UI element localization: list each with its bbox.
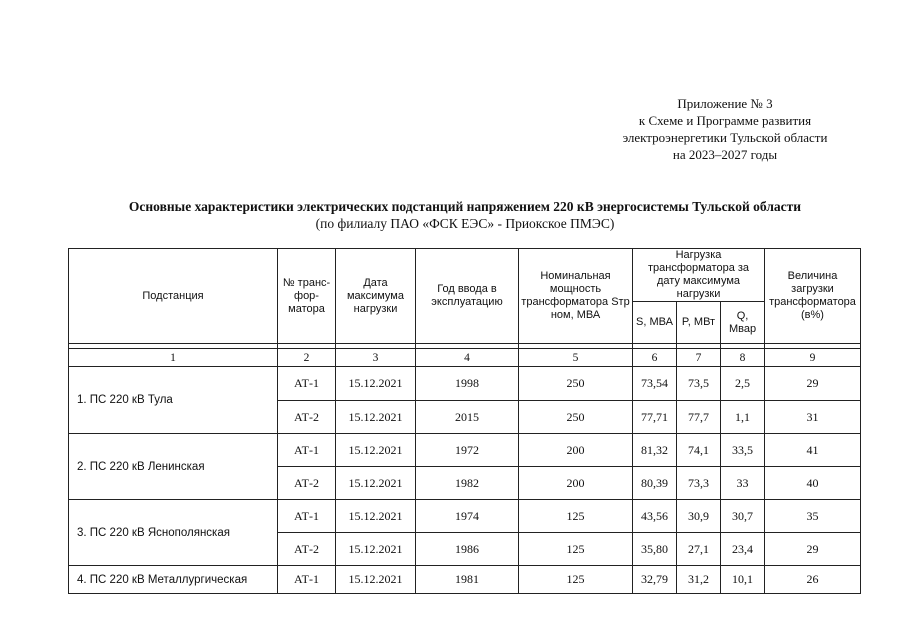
appendix-line-3: электроэнергетики Тульской области	[622, 130, 828, 145]
power-cell: 200	[519, 467, 633, 500]
header-transformer-no: № транс-фор-матора	[278, 249, 336, 344]
load-pct-cell: 29	[765, 367, 861, 401]
q-cell: 1,1	[721, 401, 765, 434]
substation-name: 4. ПС 220 кВ Металлургическая	[69, 566, 278, 594]
year-cell: 1972	[416, 434, 519, 467]
power-cell: 250	[519, 401, 633, 434]
q-cell: 23,4	[721, 533, 765, 566]
transformer-cell: АТ-1	[278, 500, 336, 533]
s-cell: 43,56	[633, 500, 677, 533]
column-number: 4	[416, 349, 519, 367]
year-cell: 1974	[416, 500, 519, 533]
substation-name: 1. ПС 220 кВ Тула	[69, 367, 278, 434]
column-number: 7	[677, 349, 721, 367]
header-p-mw: P, МВт	[677, 302, 721, 344]
transformer-cell: АТ-2	[278, 401, 336, 434]
s-cell: 32,79	[633, 566, 677, 594]
load-pct-cell: 35	[765, 500, 861, 533]
document-title	[30, 198, 900, 232]
title-main: Основные характеристики электрических подстанций напряжением 220 кВ энергосистемы Тульской области	[128, 199, 802, 214]
header-max-load-date: Дата максимума нагрузки	[336, 249, 416, 344]
date-cell: 15.12.2021	[336, 434, 416, 467]
p-cell: 30,9	[677, 500, 721, 533]
year-cell: 1982	[416, 467, 519, 500]
year-cell: 1986	[416, 533, 519, 566]
transformer-cell: АТ-1	[278, 566, 336, 594]
p-cell: 73,5	[677, 367, 721, 401]
date-cell: 15.12.2021	[336, 367, 416, 401]
substations-table	[68, 248, 861, 594]
column-number: 5	[519, 349, 633, 367]
date-cell: 15.12.2021	[336, 401, 416, 434]
header-load-pct: Величина загрузки трансформатора (в%)	[765, 249, 861, 344]
substation-name: 3. ПС 220 кВ Яснополянская	[69, 500, 278, 566]
header-q-mvar: Q, Мвар	[721, 302, 765, 344]
year-cell: 2015	[416, 401, 519, 434]
transformer-cell: АТ-2	[278, 533, 336, 566]
header-commission-year: Год ввода в эксплуатацию	[416, 249, 519, 344]
appendix-line-1: Приложение № 3	[677, 96, 773, 111]
substation-name: 2. ПС 220 кВ Ленинская	[69, 434, 278, 500]
appendix-line-4: на 2023–2027 годы	[672, 147, 778, 162]
header-rated-power: Номинальная мощность трансформатора Sтр ном, МВА	[519, 249, 633, 344]
column-number: 3	[336, 349, 416, 367]
table-header	[69, 249, 861, 344]
year-cell: 1981	[416, 566, 519, 594]
load-pct-cell: 40	[765, 467, 861, 500]
p-cell: 74,1	[677, 434, 721, 467]
appendix-header	[560, 95, 890, 163]
date-cell: 15.12.2021	[336, 500, 416, 533]
column-number: 8	[721, 349, 765, 367]
column-number: 9	[765, 349, 861, 367]
header-substation: Подстанция	[69, 249, 278, 344]
s-cell: 80,39	[633, 467, 677, 500]
power-cell: 125	[519, 500, 633, 533]
table-body	[69, 344, 861, 594]
q-cell: 2,5	[721, 367, 765, 401]
column-number: 1	[69, 349, 278, 367]
q-cell: 33,5	[721, 434, 765, 467]
load-pct-cell: 29	[765, 533, 861, 566]
p-cell: 31,2	[677, 566, 721, 594]
transformer-cell: АТ-2	[278, 467, 336, 500]
power-cell: 250	[519, 367, 633, 401]
appendix-line-2: к Схеме и Программе развития	[638, 113, 812, 128]
table-row	[69, 500, 861, 533]
header-s-mva: S, МВА	[633, 302, 677, 344]
load-pct-cell: 26	[765, 566, 861, 594]
table-row	[69, 566, 861, 594]
transformer-cell: АТ-1	[278, 434, 336, 467]
q-cell: 10,1	[721, 566, 765, 594]
column-number: 6	[633, 349, 677, 367]
q-cell: 33	[721, 467, 765, 500]
p-cell: 73,3	[677, 467, 721, 500]
date-cell: 15.12.2021	[336, 566, 416, 594]
date-cell: 15.12.2021	[336, 533, 416, 566]
s-cell: 73,54	[633, 367, 677, 401]
p-cell: 27,1	[677, 533, 721, 566]
p-cell: 77,7	[677, 401, 721, 434]
s-cell: 77,71	[633, 401, 677, 434]
transformer-cell: АТ-1	[278, 367, 336, 401]
power-cell: 200	[519, 434, 633, 467]
power-cell: 125	[519, 566, 633, 594]
column-number-row	[69, 349, 861, 367]
table-row	[69, 367, 861, 401]
header-load-group: Нагрузка трансформатора за дату максимума нагрузки	[633, 249, 765, 302]
s-cell: 81,32	[633, 434, 677, 467]
load-pct-cell: 41	[765, 434, 861, 467]
year-cell: 1998	[416, 367, 519, 401]
q-cell: 30,7	[721, 500, 765, 533]
power-cell: 125	[519, 533, 633, 566]
title-sub: (по филиалу ПАО «ФСК ЕЭС» - Приокское ПМЭС)	[315, 216, 615, 231]
load-pct-cell: 31	[765, 401, 861, 434]
s-cell: 35,80	[633, 533, 677, 566]
table-row	[69, 434, 861, 467]
column-number: 2	[278, 349, 336, 367]
date-cell: 15.12.2021	[336, 467, 416, 500]
